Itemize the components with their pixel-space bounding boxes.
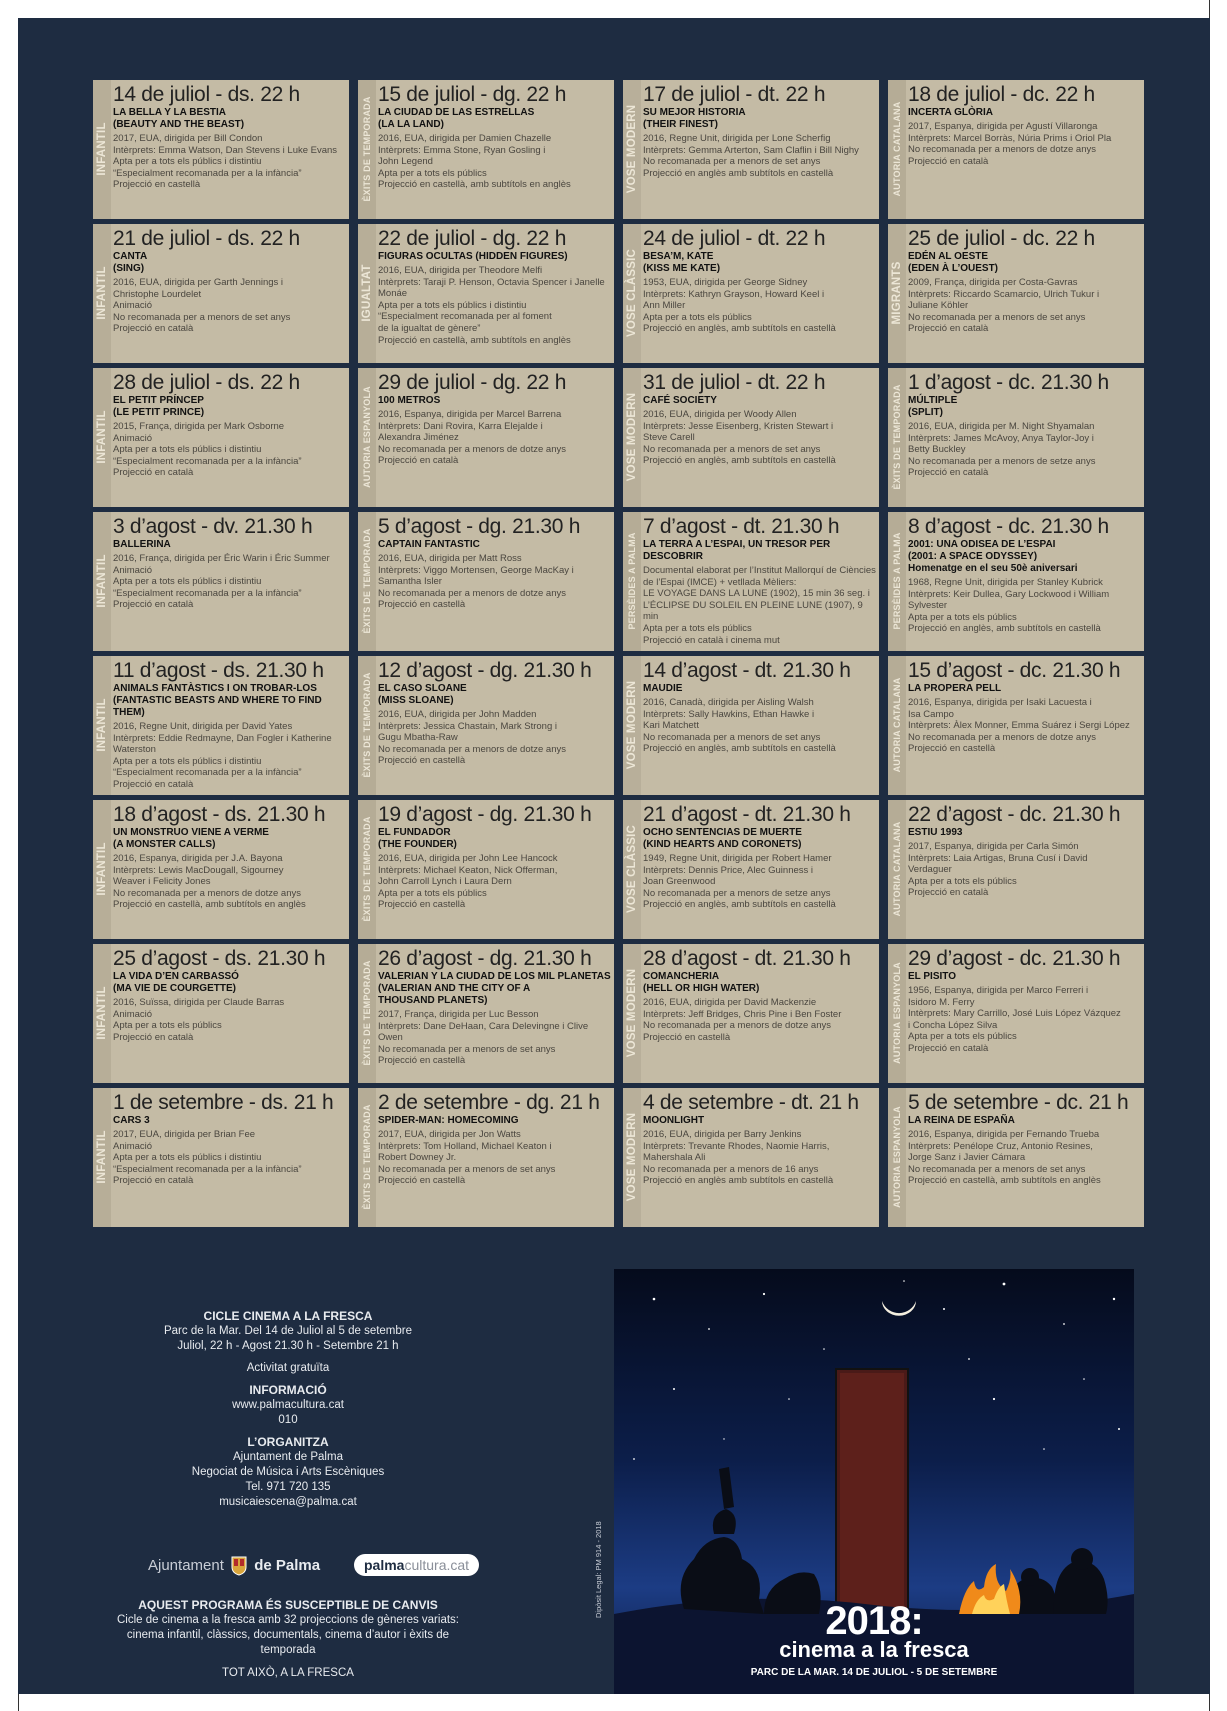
screening-info: [643, 515, 877, 649]
film-details: 2016, EUA, dirigida per M. Night Shyamalan Intèrprets: James McAvoy, Anya Taylor-Joy i Betty Buckley No recomanada per a menors de setze anys Projecció en català: [908, 421, 1096, 479]
film-title: OCHO SENTENCIAS DE MUERTE (KIND HEARTS AND CORONETS): [643, 827, 802, 850]
film-title: EDÉN AL OESTE (EDEN À L’OUEST): [908, 251, 999, 274]
category-label: VOSE MODERN: [626, 680, 638, 770]
screening-card: [93, 656, 349, 795]
film-details: 2016, EUA, dirigida per Matt Ross Intèrprets: Viggo Mortensen, George MacKay i Samantha Isler No recomanada per a menors de dotze anys Projecció en castellà: [378, 553, 574, 611]
poster-illustration: [614, 1269, 1134, 1694]
film-details: 2017, Espanya, dirigida per Carla Simón Intèrprets: Laia Artigas, Bruna Cusí i David Verdaguer Apta per a tots els públics Projecció en català: [908, 841, 1088, 899]
film-details: 2016, Suïssa, dirigida per Claude Barras Animació Apta per a tots els públics Projecció en català: [113, 997, 285, 1043]
screening-card: [623, 368, 879, 507]
screening-info: [378, 659, 612, 793]
film-title: UN MONSTRUO VIENE A VERME (A MONSTER CALLS): [113, 827, 269, 850]
category-label: AUTORIA CATALANA: [892, 821, 902, 917]
screening-card: [623, 1088, 879, 1227]
category-label: VOSE CLÀSSIC: [626, 248, 638, 338]
screening-info: [908, 659, 1142, 793]
screening-date: 1 de setembre - ds. 21 h: [113, 1091, 334, 1114]
screening-card: [358, 512, 614, 651]
screening-info: [643, 947, 877, 1081]
film-details: 2016, EUA, dirigida per Woody Allen Intèrprets: Jesse Eisenberg, Kristen Stewart i Steve Carell No recomanada per a menors de set anys Projecció en anglès, amb subtítols en castellà: [643, 409, 836, 467]
category-label: INFANTIL: [96, 698, 108, 752]
film-details: 2016, EUA, dirigida per Damien Chazelle Intèrprets: Emma Stone, Ryan Gosling i John Legend Apta per a tots els públics Projecció en castellà, amb subtítols en anglès: [378, 133, 571, 191]
film-title: LA VIDA D’EN CARBASSÓ (MA VIE DE COURGETTE): [113, 971, 239, 994]
screening-date: 5 de setembre - dc. 21 h: [908, 1091, 1129, 1114]
screening-card: [93, 368, 349, 507]
screening-date: 8 d’agost - dc. 21.30 h: [908, 515, 1109, 538]
screening-date: 21 de juliol - ds. 22 h: [113, 227, 300, 250]
category-tag: [888, 800, 906, 939]
screening-date: 22 d’agost - dc. 21.30 h: [908, 803, 1121, 826]
footer: [98, 1598, 478, 1681]
screening-date: 15 d’agost - dc. 21.30 h: [908, 659, 1121, 682]
category-tag: [623, 224, 641, 363]
screening-card: [358, 80, 614, 219]
category-tag: [358, 944, 376, 1083]
film-title: LA PROPERA PELL: [908, 683, 1002, 694]
category-label: INFANTIL: [96, 1130, 108, 1184]
film-details: 2017, EUA, dirigida per Bill Condon Intèrprets: Emma Watson, Dan Stevens i Luke Evans Apta per a tots els públics i distintiu “Especialment recomanada per a la infància” Projecció en castellà: [113, 133, 338, 191]
film-details: 2016, Regne Unit, dirigida per Lone Scherfig Intèrprets: Gemma Arterton, Sam Claflin i Bill Nighy No recomanada per a menors de set anys Projecció en anglès amb subtítols en castellà: [643, 133, 859, 179]
screening-card: [888, 224, 1144, 363]
organizer-email[interactable]: musicaiescena@palma.cat: [219, 1496, 357, 1508]
category-tag: [358, 656, 376, 795]
screening-card: [358, 224, 614, 363]
film-title: CAPTAIN FANTASTIC: [378, 539, 480, 550]
film-title: BESA’M, KATE (KISS ME KATE): [643, 251, 721, 274]
category-tag: [623, 656, 641, 795]
screening-card: [623, 944, 879, 1083]
screening-card: [623, 800, 879, 939]
organizer-name: Ajuntament de Palma: [233, 1451, 343, 1463]
poster-year: 2018:: [825, 1599, 923, 1643]
film-title: INCERTA GLÒRIA: [908, 107, 993, 118]
category-label: VOSE MODERN: [626, 392, 638, 482]
screening-info: [378, 1091, 612, 1225]
poster-dates: PARC DE LA MAR. 14 DE JULIOL - 5 DE SETEMBRE: [750, 1667, 998, 1678]
screening-card: [93, 800, 349, 939]
screening-date: 24 de juliol - dt. 22 h: [643, 227, 826, 250]
category-label: VOSE MODERN: [626, 104, 638, 194]
film-details: 2016, EUA, dirigida per Garth Jennings i Christophe Lourdelet Animació No recomanada per a menors de set anys Projecció en català: [113, 277, 291, 335]
screening-info: [643, 83, 877, 217]
screening-info: [643, 227, 877, 361]
category-label: ÈXITS DE TEMPORADA: [362, 672, 372, 778]
crescent-moon-icon: [882, 1301, 916, 1316]
film-title: EL CASO SLOANE (MISS SLOANE): [378, 683, 467, 706]
palmacultura-logo-palma: palma: [364, 1557, 405, 1573]
category-label: VOSE MODERN: [626, 1112, 638, 1202]
category-tag: [623, 800, 641, 939]
screening-date: 18 d’agost - ds. 21.30 h: [113, 803, 326, 826]
category-tag: [888, 656, 906, 795]
category-label: AUTORIA ESPANYOLA: [892, 962, 902, 1064]
film-title: VALERIAN Y LA CIUDAD DE LOS MIL PLANETAS (VALERIAN AND THE CITY OF A THOUSAND PLANETS): [378, 971, 611, 1006]
film-title: ANIMALS FANTÀSTICS I ON TROBAR-LOS (FANTASTIC BEASTS AND WHERE TO FIND THEM): [113, 683, 322, 718]
screening-card: [888, 1088, 1144, 1227]
screening-info: [378, 803, 612, 937]
screening-card: [358, 800, 614, 939]
category-tag: [93, 1088, 111, 1227]
category-label: INFANTIL: [96, 122, 108, 176]
film-details: 2017, EUA, dirigida per Brian Fee Animació Apta per a tots els públics i distintiu “Especialment recomanada per a la infància” Projecció en català: [113, 1129, 302, 1187]
screening-card: [623, 656, 879, 795]
category-label: VOSE CLÀSSIC: [626, 824, 638, 914]
screening-date: 11 d’agost - ds. 21.30 h: [113, 659, 324, 682]
screening-info: [113, 227, 347, 361]
category-label: ÈXITS DE TEMPORADA: [362, 816, 372, 922]
screening-date: 25 de juliol - dc. 22 h: [908, 227, 1095, 250]
screening-date: 19 d’agost - dg. 21.30 h: [378, 803, 592, 826]
film-title: 100 METROS: [378, 395, 441, 406]
category-tag: [888, 944, 906, 1083]
screening-date: 15 de juliol - dg. 22 h: [378, 83, 567, 106]
screening-card: [623, 224, 879, 363]
screening-info: [113, 947, 347, 1081]
category-label: ÈXITS DE TEMPORADA: [892, 384, 902, 490]
category-label: PERSÈIDES A PALMA: [892, 532, 902, 630]
film-details: 1953, EUA, dirigida per George Sidney Intèrprets: Kathryn Grayson, Howard Keel i Ann Miller Apta per a tots els públics Projecció en anglès, amb subtítols en castellà: [643, 277, 836, 335]
category-tag: [888, 368, 906, 507]
coat-of-arms-icon: [231, 1556, 247, 1576]
screening-card: [623, 80, 879, 219]
category-tag: [93, 80, 111, 219]
film-title: MÚLTIPLE (SPLIT): [908, 395, 958, 418]
film-title: EL FUNDADOR (THE FOUNDER): [378, 827, 457, 850]
screening-card: [358, 1088, 614, 1227]
screening-date: 29 d’agost - dc. 21.30 h: [908, 947, 1121, 970]
screening-info: [113, 371, 347, 505]
category-tag: [358, 368, 376, 507]
screening-info: [113, 659, 347, 793]
website-link[interactable]: www.palmacultura.cat: [232, 1399, 344, 1411]
film-details: 1968, Regne Unit, dirigida per Stanley Kubrick Intèrprets: Keir Dullea, Gary Lockwood i William Sylvester Apta per a tots els públics Projecció en anglès, amb subtítols en castellà: [908, 577, 1110, 635]
category-tag: [888, 224, 906, 363]
category-label: ÈXITS DE TEMPORADA: [362, 960, 372, 1066]
film-details: 1949, Regne Unit, dirigida per Robert Hamer Intèrprets: Dennis Price, Alec Guinness i Joan Greenwood No recomanada per a menors de setze anys Projecció en anglès, amb subtítols en castellà: [643, 853, 836, 911]
category-label: INFANTIL: [96, 842, 108, 896]
category-label: ÈXITS DE TEMPORADA: [362, 96, 372, 202]
organizer-heading: L’ORGANITZA: [247, 1435, 329, 1449]
film-title: CANTA (SING): [113, 251, 148, 274]
category-tag: [623, 80, 641, 219]
category-label: VOSE MODERN: [626, 968, 638, 1058]
film-title: SU MEJOR HISTORIA (THEIR FINEST): [643, 107, 746, 130]
screening-date: 14 de juliol - ds. 22 h: [113, 83, 300, 106]
screening-date: 31 de juliol - dt. 22 h: [643, 371, 826, 394]
info-heading: INFORMACIÓ: [249, 1383, 327, 1397]
film-details: 1956, Espanya, dirigida per Marco Ferreri i Isidoro M. Ferry Intèrprets: Mary Carrillo, José Luis López Vázquez i Concha López Silva Apta per a tots els públics Projecció en català: [908, 985, 1121, 1054]
category-tag: [358, 224, 376, 363]
screening-card: [93, 944, 349, 1083]
ajuntament-logo-text: Ajuntament: [148, 1556, 224, 1574]
palmacultura-logo-cultura: cultura.cat: [404, 1557, 470, 1573]
category-label: INFANTIL: [96, 410, 108, 464]
ajuntament-logo: [148, 1556, 320, 1576]
screening-card: [358, 944, 614, 1083]
footer-line-2: cinema infantil, clàssics, documentals, cinema d’autor i èxits de temporada: [126, 1629, 450, 1656]
film-details: 2009, França, dirigida per Costa-Gavras Intèrprets: Riccardo Scamarcio, Ulrich Tukur i Juliane Köhler No recomanada per a menors de set anys Projecció en català: [908, 277, 1100, 335]
screening-info: [908, 803, 1142, 937]
ajuntament-logo-city: de Palma: [254, 1556, 321, 1574]
category-label: AUTORIA ESPANYOLA: [362, 386, 372, 488]
crop-mark: [1209, 1694, 1210, 1711]
screening-card: [623, 512, 879, 651]
category-tag: [623, 368, 641, 507]
screening-date: 28 d’agost - dt. 21.30 h: [643, 947, 851, 970]
cycle-place: Parc de la Mar. Del 14 de Juliol al 5 de setembre: [163, 1325, 413, 1337]
film-title: EL PISITO: [908, 971, 956, 982]
screening-card: [93, 1088, 349, 1227]
screening-info: [378, 947, 612, 1081]
film-details: 2015, França, dirigida per Mark Osborne Animació Apta per a tots els públics i distintiu “Especialment recomanada per a la infància” Projecció en català: [113, 421, 302, 479]
screening-date: 12 d’agost - dg. 21.30 h: [378, 659, 592, 682]
organizer-department: Negociat de Música i Arts Escèniques: [191, 1466, 385, 1478]
screening-date: 3 d’agost - dv. 21.30 h: [113, 515, 313, 538]
screening-info: [113, 515, 347, 649]
screening-date: 21 d’agost - dt. 21.30 h: [643, 803, 851, 826]
crop-mark: [18, 1694, 19, 1711]
screening-info: [113, 1091, 347, 1225]
category-label: AUTORIA ESPANYOLA: [892, 1106, 902, 1208]
category-label: ÈXITS DE TEMPORADA: [362, 528, 372, 634]
crop-mark: [1209, 0, 1210, 18]
screening-date: 7 d’agost - dt. 21.30 h: [643, 515, 840, 538]
screening-date: 22 de juliol - dg. 22 h: [378, 227, 567, 250]
category-tag: [358, 80, 376, 219]
film-title: FIGURAS OCULTAS (HIDDEN FIGURES): [378, 251, 568, 262]
film-details: 2016, EUA, dirigida per John Lee Hancock Intèrprets: Michael Keaton, Nick Offerman, John Carroll Lynch i Laura Dern Apta per a tots els públics Projecció en castellà: [378, 853, 558, 911]
film-title: 2001: UNA ODISEA DE L’ESPAI (2001: A SPACE ODYSSEY) Homenatge en el seu 50è aniversari: [908, 539, 1078, 574]
film-title: ESTIU 1993: [908, 827, 963, 838]
category-label: INFANTIL: [96, 986, 108, 1040]
screening-date: 2 de setembre - dg. 21 h: [378, 1091, 600, 1114]
category-tag: [93, 944, 111, 1083]
film-title: MOONLIGHT: [643, 1115, 705, 1126]
screening-info: [378, 371, 612, 505]
screening-info: [908, 83, 1142, 217]
category-tag: [888, 1088, 906, 1227]
palmacultura-logo: [354, 1554, 479, 1576]
film-details: 2016, EUA, dirigida per John Madden Intèrprets: Jessica Chastain, Mark Strong i Gugu Mbatha-Raw No recomanada per a menors de dotze anys Projecció en castellà: [378, 709, 566, 767]
film-details: 2016, EUA, dirigida per Theodore Melfi Intèrprets: Taraji P. Henson, Octavia Spencer i Janelle Monáe Apta per a tots els públics i distintiu “Especialment recomanada per al foment de la igualtat de gènere” Projecció en castellà, amb subtítols en anglès: [378, 265, 605, 346]
screening-info: [643, 1091, 877, 1225]
screening-card: [93, 80, 349, 219]
screening-info: [908, 515, 1142, 649]
category-tag: [93, 224, 111, 363]
category-label: MIGRANTS: [891, 261, 903, 325]
screening-card: [93, 512, 349, 651]
film-details: 2017, EUA, dirigida per Jon Watts Intèrprets: Tom Holland, Michael Keaton i Robert Downey Jr. No recomanada per a menors de set anys Projecció en castellà: [378, 1129, 556, 1187]
screening-date: 14 d’agost - dt. 21.30 h: [643, 659, 851, 682]
screening-card: [888, 512, 1144, 651]
screening-card: [358, 368, 614, 507]
category-label: INFANTIL: [96, 266, 108, 320]
category-tag: [358, 1088, 376, 1227]
category-tag: [93, 368, 111, 507]
category-tag: [623, 1088, 641, 1227]
film-details: Documental elaborat per l’Institut Mallorquí de Ciències de l’Espai (IMCE) + vetllada Mèliers: LE VOYAGE DANS LA LUNE (1902), 15 min 36 seg. i L’ÉCLIPSE DU SOLEIL EN PLEINE LUNE (1907), 9 min Apta per a tots els públics Projecció en català i cinema mut: [643, 565, 876, 646]
screening-info: [113, 83, 347, 217]
poster: [18, 18, 1210, 1694]
film-title: MAUDIE: [643, 683, 683, 694]
screening-info: [643, 659, 877, 793]
film-title: CAFÉ SOCIETY: [643, 395, 717, 406]
category-tag: [93, 512, 111, 651]
screening-date: 17 de juliol - dt. 22 h: [643, 83, 826, 106]
category-tag: [358, 512, 376, 651]
screening-card: [888, 800, 1144, 939]
info-phone: 010: [278, 1414, 298, 1426]
screening-info: [378, 83, 612, 217]
screening-card: [358, 656, 614, 795]
screening-date: 5 d’agost - dg. 21.30 h: [378, 515, 581, 538]
category-label: AUTORIA CATALANA: [892, 677, 902, 773]
film-details: 2016, França, dirigida per Éric Warin i Éric Summer Animació Apta per a tots els públics i distintiu “Especialment recomanada per a la infància” Projecció en català: [113, 553, 330, 611]
category-label: IGUALTAT: [361, 264, 373, 322]
info-block: [108, 1302, 468, 1510]
legal-deposit: Dipòsit Legal: PM 914 - 2018: [594, 1521, 603, 1618]
category-tag: [93, 656, 111, 795]
category-tag: [623, 512, 641, 651]
film-details: 2016, EUA, dirigida per Barry Jenkins Intèrprets: Trevante Rhodes, Naomie Harris, Mahershala Ali No recomanada per a menors de 16 anys Projecció en anglès amb subtítols en castellà: [643, 1129, 834, 1187]
film-title: CARS 3: [113, 1115, 150, 1126]
footer-line-1: Cicle de cinema a la fresca amb 32 projeccions de gèneres variats:: [117, 1614, 459, 1626]
screening-info: [113, 803, 347, 937]
screening-info: [908, 947, 1142, 1081]
film-title: LA CIUDAD DE LAS ESTRELLAS (LA LA LAND): [378, 107, 535, 130]
screening-card: [888, 368, 1144, 507]
film-title: LA REINA DE ESPAÑA: [908, 1115, 1015, 1126]
category-tag: [93, 800, 111, 939]
film-title: LA TERRA A L’ESPAI, UN TRESOR PER DESCOBRIR: [643, 539, 831, 562]
screening-info: [908, 371, 1142, 505]
screening-info: [378, 515, 612, 649]
film-details: 2017, Espanya, dirigida per Agustí Villaronga Intèrprets: Marcel Borràs, Núria Prims i Oriol Pla No recomanada per a menors de dotze anys Projecció en català: [908, 121, 1112, 167]
film-details: 2016, Regne Unit, dirigida per David Yates Intèrprets: Eddie Redmayne, Dan Fogler i Katherine Waterston Apta per a tots els públics i distintiu “Especialment recomanada per a la infància” Projecció en català: [113, 721, 332, 790]
screening-card: [93, 224, 349, 363]
category-label: AUTORIA CATALANA: [892, 101, 902, 197]
screening-date: 1 d’agost - dc. 21.30 h: [908, 371, 1109, 394]
film-details: 2016, Espanya, dirigida per Fernando Trueba Intèrprets: Penélope Cruz, Antonio Resines, Jorge Sanz i Javier Cámara No recomanada per a menors de set anys Projecció en castellà, amb subtítols en anglès: [908, 1129, 1101, 1187]
film-title: SPIDER-MAN: HOMECOMING: [378, 1115, 519, 1126]
film-title: COMANCHERIA (HELL OR HIGH WATER): [643, 971, 760, 994]
film-details: 2016, Espanya, dirigida per Isaki Lacuesta i Isa Campo Intèrprets: Àlex Monner, Emma Suárez i Sergi López No recomanada per a menors de dotze anys Projecció en castellà: [908, 697, 1130, 755]
category-label: PERSÈIDES A PALMA: [627, 532, 637, 630]
screening-info: [378, 227, 612, 361]
screening-date: 25 d’agost - ds. 21.30 h: [113, 947, 326, 970]
screening-card: [888, 944, 1144, 1083]
cycle-hours: Juliol, 22 h - Agost 21.30 h - Setembre 21 h: [177, 1340, 399, 1352]
screening-info: [643, 803, 877, 937]
category-tag: [358, 800, 376, 939]
film-details: 2017, França, dirigida per Luc Besson Intèrprets: Dane DeHaan, Cara Delevingne i Clive Owen No recomanada per a menors de set anys Projecció en castellà: [378, 1009, 589, 1067]
screening-date: 18 de juliol - dc. 22 h: [908, 83, 1095, 106]
screening-info: [908, 227, 1142, 361]
free-activity: Activitat gratuïta: [246, 1362, 330, 1374]
screening-info: [908, 1091, 1142, 1225]
film-title: EL PETIT PRÍNCEP (LE PETIT PRINCE): [113, 395, 205, 418]
screening-date: 4 de setembre - dt. 21 h: [643, 1091, 859, 1114]
category-tag: [623, 944, 641, 1083]
poster-title: cinema a la fresca: [779, 1637, 969, 1662]
category-tag: [888, 512, 906, 651]
logos: [148, 1554, 508, 1580]
screening-date: 29 de juliol - dg. 22 h: [378, 371, 567, 394]
category-label: INFANTIL: [96, 554, 108, 608]
screening-card: [888, 80, 1144, 219]
film-details: 2016, EUA, dirigida per David Mackenzie Intèrprets: Jeff Bridges, Chris Pine i Ben Foster No recomanada per a menors de dotze anys Projecció en castellà: [643, 997, 842, 1043]
category-tag: [888, 80, 906, 219]
film-details: 2016, Espanya, dirigida per Marcel Barrena Intèrprets: Dani Rovira, Karra Elejalde i Alexandra Jiménez No recomanada per a menors de dotze anys Projecció en català: [378, 409, 566, 467]
film-title: BALLERINA: [113, 539, 171, 550]
film-details: 2016, Espanya, dirigida per J.A. Bayona Intèrprets: Lewis MacDougall, Sigourney Weaver i Felicity Jones No recomanada per a menors de dotze anys Projecció en castellà, amb subtítols en anglès: [113, 853, 306, 911]
organizer-phone: Tel. 971 720 135: [245, 1481, 331, 1493]
screening-info: [643, 371, 877, 505]
category-label: ÈXITS DE TEMPORADA: [362, 1104, 372, 1210]
footer-heading: AQUEST PROGRAMA ÉS SUSCEPTIBLE DE CANVIS: [138, 1598, 438, 1612]
cycle-heading: CICLE CINEMA A LA FRESCA: [203, 1309, 373, 1323]
screening-date: 28 de juliol - ds. 22 h: [113, 371, 300, 394]
screening-card: [888, 656, 1144, 795]
screening-date: 26 d’agost - dg. 21.30 h: [378, 947, 592, 970]
film-title: LA BELLA Y LA BESTIA (BEAUTY AND THE BEAST): [113, 107, 245, 130]
footer-tagline: TOT AIXÒ, A LA FRESCA: [222, 1667, 354, 1679]
film-details: 2016, Canadà, dirigida per Aisling Walsh Intèrprets: Sally Hawkins, Ethan Hawke i Kari Matchett No recomanada per a menors de set anys Projecció en anglès, amb subtítols en castellà: [643, 697, 836, 755]
